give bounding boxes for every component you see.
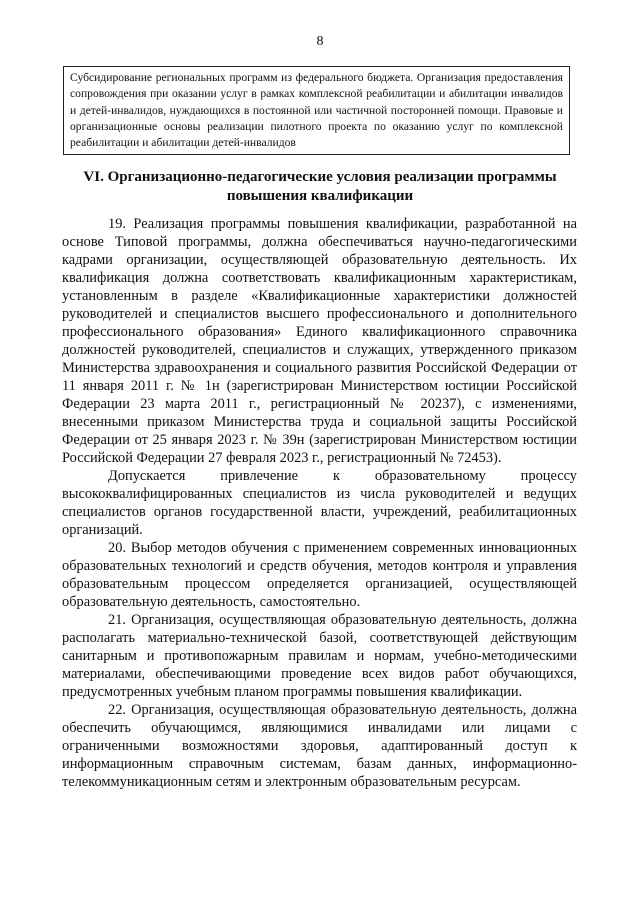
- table-cell-topic-text: Субсидирование региональных программ из федерального бюджета. Организация предоставления сопровождения при оказании услуг в рамках комплексной реабилитации и абилитации инвалидов и детей-инвалидов, нуждающихся в постоянной или частичной посторонней помощи. Правовые и организационные основы реализации пилотного проекта по оказанию услуг по комплексной реабилитации и абилитации детей-инвалидов: [63, 66, 570, 155]
- paragraph-19-continuation: Допускается привлечение к образовательному процессу высококвалифицированных специалистов из числа руководителей и ведущих специалистов органов государственной власти, учреждений, реабилитационных организаций.: [62, 468, 577, 538]
- paragraph-22: 22. Организация, осуществляющая образовательную деятельность, должна обеспечить обучающимся, являющимися инвалидами или лицами с ограниченными возможностями здоровья, адаптированный доступ к информационным справочным системам, базам данных, информационно-телекоммуникационным сетям и электронным образовательным ресурсам.: [62, 702, 577, 790]
- section-heading-line-2: повышения квалификации: [226, 188, 414, 204]
- body-text: [62, 215, 577, 791]
- paragraph-20: 20. Выбор методов обучения с применением современных инновационных образовательных технологий и средств обучения, методов контроля и управления образовательным процессом определяется организацией, осуществляющей образовательную деятельность, самостоятельно.: [62, 540, 577, 610]
- paragraph-19: 19. Реализация программы повышения квалификации, разработанной на основе Типовой программы, должна обеспечиваться научно-педагогическими кадрами организации, осуществляющей образовательную деятельность. Их квалификация должна соответствовать квалификационным характеристикам, установленным в разделе «Квалификационные характеристики должностей руководителей и специалистов высшего профессионального и дополнительного профессионального образования» Единого квалификационного справочника должностей руководителей, специалистов и служащих, утвержденного приказом Министерства здравоохранения и социального развития Российской Федерации от 11 января 2011 г. № 1н (зарегистрирован Министерством юстиции Российской Федерации 23 марта 2011 г., регистрационный № 20237), с изменениями, внесенными приказом Министерства труда и социальной защиты Российской Федерации от 25 января 2023 г. № 39н (зарегистрирован Министерством юстиции Российской Федерации 27 февраля 2023 г., регистрационный № 72453).: [62, 216, 577, 466]
- section-heading-line-1: VI. Организационно-педагогические условия реализации программы: [83, 169, 557, 185]
- section-heading: [60, 168, 580, 206]
- page-number: 8: [316, 34, 324, 49]
- paragraph-21: 21. Организация, осуществляющая образовательную деятельность, должна располагать материально-технической базой, соответствующей действующим санитарным и противопожарным правилам и нормам, учебно-методическими материалами, обеспечивающими проведение всех видов работ обучающихся, предусмотренных учебным планом программы повышения квалификации.: [62, 612, 577, 700]
